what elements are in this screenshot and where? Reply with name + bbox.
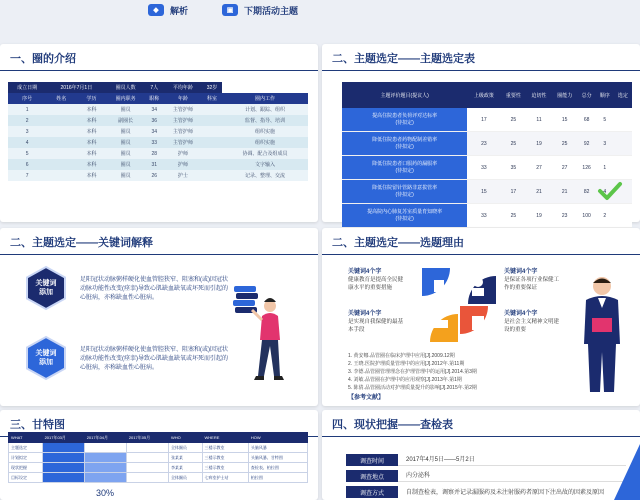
sofa-icon — [422, 306, 458, 342]
column-header: 学历 — [76, 93, 106, 104]
table-cell — [46, 104, 76, 115]
check-row — [346, 454, 626, 466]
gantt-bar-cell — [126, 473, 168, 483]
table-cell: 圈员 — [107, 159, 145, 170]
column-header: 上级政策 — [467, 82, 500, 108]
reason-text: 是保证各项行业保健工作的重要保证 — [504, 276, 560, 291]
reason-text: 是社会主义精神文明建设的重要 — [504, 318, 560, 333]
table-cell: 5 — [8, 148, 46, 159]
reason-title: 关键词4个字 — [504, 269, 538, 275]
score-cell: 25 — [552, 132, 578, 156]
table-cell — [46, 148, 76, 159]
table-cell — [202, 137, 222, 148]
table-cell: 圈员 — [107, 104, 145, 115]
column-header: 圈内职务 — [107, 93, 145, 104]
slide-gantt[interactable] — [0, 410, 318, 500]
gantt-cell: 查检表、柏拉图 — [248, 463, 307, 473]
table-cell: 监督、指导、培训 — [222, 115, 308, 126]
slide-title: 二、主题选定——选题理由 — [332, 237, 464, 249]
gantt-cell: 张某某 — [168, 453, 202, 463]
reason-title: 关键词4个字 — [348, 311, 382, 317]
nav-label: 下期活动主题 — [244, 5, 299, 16]
table-cell: 36 — [145, 115, 164, 126]
gantt-header-cell: 2017年03月 — [42, 433, 84, 443]
column-header: 总分 — [578, 82, 596, 108]
gantt-cell: 头脑风暴、甘特图 — [248, 453, 307, 463]
selected-cell — [614, 204, 632, 228]
table-cell: 33 — [145, 137, 164, 148]
table-cell: 3 — [8, 126, 46, 137]
building-icon — [422, 268, 458, 304]
score-cell: 3 — [596, 132, 614, 156]
table-cell: 主管护师 — [164, 126, 202, 137]
table-row — [8, 148, 308, 159]
keyword-label: 关键词 添加 — [35, 280, 57, 297]
column-header: 主题评价题目(提议人) — [342, 82, 467, 108]
summary-cell: 7人 — [145, 82, 164, 93]
table-cell: 记录、整理、交流 — [222, 170, 308, 181]
theme-label: 提高住院患者负荷评对达标率 (待拟定) — [342, 108, 467, 132]
score-cell: 27 — [552, 156, 578, 180]
column-header: 圈能力 — [552, 82, 578, 108]
team-summary-row — [8, 82, 308, 93]
table-cell: 本科 — [76, 148, 106, 159]
table-cell: 组织实施 — [222, 126, 308, 137]
keyword-hexagon-2 — [24, 336, 68, 380]
reason-text: 健康教育是提高全民健康水平的重要措施 — [348, 276, 404, 291]
table-cell: 组织实施 — [222, 137, 308, 148]
reason-title: 关键词4个字 — [348, 269, 382, 275]
score-cell: 100 — [578, 204, 596, 228]
score-cell: 33 — [467, 156, 500, 180]
check-key: 调查地点 — [346, 470, 398, 482]
score-cell: 19 — [526, 204, 552, 228]
slide-title: 三、甘特图 — [10, 419, 65, 431]
gantt-bar-cell — [126, 443, 168, 453]
column-header: 姓名 — [46, 93, 76, 104]
task-name: 目标设定 — [9, 473, 43, 483]
table-row — [8, 137, 308, 148]
nav-item-analysis[interactable] — [148, 2, 188, 18]
column-header: 顺序 — [596, 82, 614, 108]
top-nav — [0, 0, 640, 22]
table-cell: 主管护师 — [164, 115, 202, 126]
table-row — [8, 126, 308, 137]
table-row — [8, 104, 308, 115]
keyword-text-1: 足阳冠状动脉粥样硬化使血管腔狭窄、阻塞和(或)因冠状动脉功能性改变(痉挛)导致心肌缺血缺氧或坏死而引起的心脏病，亦称缺血性心脏病。 — [80, 277, 228, 301]
table-row — [342, 204, 632, 228]
table-cell: 协调、配合及组成员 — [222, 148, 308, 159]
table-cell: 本科 — [76, 104, 106, 115]
score-cell: 1 — [596, 156, 614, 180]
reason-title: 关键词4个字 — [504, 311, 538, 317]
table-cell: 圈员 — [107, 148, 145, 159]
divider — [322, 70, 640, 71]
ref-item: 1. 黄安娜.品管圈在临床护理中应用[J].2009.12期 — [348, 353, 455, 359]
table-cell: 计划、跟踪、组织 — [222, 104, 308, 115]
score-cell: 21 — [526, 180, 552, 204]
businessman-illustration — [576, 274, 628, 398]
task-name: 主题选定 — [9, 443, 43, 453]
table-cell: 34 — [145, 104, 164, 115]
check-sheet-rows — [346, 454, 626, 498]
gantt-header-cell: 2017年04月 — [84, 433, 126, 443]
check-key: 调查方式 — [346, 486, 398, 498]
column-header: 选定 — [614, 82, 632, 108]
score-cell: 25 — [501, 108, 527, 132]
table-cell: 本科 — [76, 126, 106, 137]
check-value: 内分泌科 — [398, 470, 626, 482]
table-cell: 主管护师 — [164, 104, 202, 115]
table-cell: 本科 — [76, 137, 106, 148]
gantt-bar-cell — [84, 463, 126, 473]
table-cell — [46, 137, 76, 148]
document-icon — [460, 306, 496, 342]
theme-label: 降低住院患者口服药的漏服率 (待拟定) — [342, 156, 467, 180]
table-cell: 31 — [145, 159, 164, 170]
ref-item: 4. 刘敏.品管圈在护理中的应用观察[J].2013年.第1期 — [348, 377, 462, 383]
table-row — [8, 159, 308, 170]
table-row — [342, 156, 632, 180]
team-header-row — [8, 93, 308, 104]
keyword-hexagon-1 — [24, 266, 68, 310]
task-name: 现状把握 — [9, 463, 43, 473]
gantt-header-cell: WHERE — [202, 433, 248, 443]
table-cell: 28 — [145, 148, 164, 159]
table-cell — [46, 126, 76, 137]
check-icon — [598, 182, 622, 200]
column-header: 迫切性 — [526, 82, 552, 108]
team-table — [8, 82, 308, 181]
gantt-cell: 三楼示教室 — [202, 453, 248, 463]
summary-cell: 32岁 — [202, 82, 222, 93]
gantt-header-cell: WHAT — [9, 433, 43, 443]
gantt-cell: 头脑风暴 — [248, 443, 307, 453]
score-cell: 2 — [596, 204, 614, 228]
check-value: 自制查检表，调察并记录漏服药及未注射服药者原因下注出故的因素及原因 — [406, 489, 605, 496]
score-cell: 82 — [578, 180, 596, 204]
gantt-bar-cell — [84, 473, 126, 483]
gantt-row — [9, 443, 308, 453]
table-cell: 本科 — [76, 115, 106, 126]
gantt-bar-cell — [42, 443, 84, 453]
summary-cell: 成立日期 — [8, 82, 46, 93]
table-cell: 本科 — [76, 170, 106, 181]
reason-1 — [348, 268, 408, 293]
score-cell: 35 — [501, 156, 527, 180]
slide-check-sheet[interactable] — [322, 410, 640, 500]
person-with-books-illustration — [228, 276, 300, 396]
column-header: 职称 — [145, 93, 164, 104]
score-cell: 27 — [526, 156, 552, 180]
table-cell — [46, 159, 76, 170]
nav-item-next-theme[interactable] — [222, 2, 298, 18]
table-cell: 2 — [8, 115, 46, 126]
gantt-header-cell: 2017年05月 — [126, 433, 168, 443]
task-name: 计划拟定 — [9, 453, 43, 463]
score-cell: 21 — [552, 180, 578, 204]
check-value: 2017年4月5日——5月2日 — [398, 454, 626, 466]
table-cell — [202, 104, 222, 115]
table-cell — [202, 115, 222, 126]
gantt-cell: 全体圈员 — [168, 443, 202, 453]
score-cell: 5 — [596, 108, 614, 132]
table-cell — [202, 159, 222, 170]
table-cell: 护师 — [164, 148, 202, 159]
score-cell: 19 — [526, 132, 552, 156]
score-cell: 68 — [578, 108, 596, 132]
check-row — [346, 470, 626, 482]
score-cell: 23 — [552, 204, 578, 228]
gantt-cell: 三楼示教室 — [202, 463, 248, 473]
doctor-icon — [460, 268, 496, 304]
reason-2 — [504, 268, 564, 293]
table-cell: 圈员 — [107, 170, 145, 181]
table-cell: 副圈长 — [107, 115, 145, 126]
divider — [0, 254, 318, 255]
summary-cell: 2016年7月1日 — [46, 82, 106, 93]
check-key: 调查时间 — [346, 454, 398, 466]
gantt-bar-cell — [84, 443, 126, 453]
gantt-row — [9, 473, 308, 483]
divider — [322, 254, 640, 255]
references-title: 【参考文献】 — [348, 395, 385, 401]
gantt-bar-cell — [42, 453, 84, 463]
slide-keyword-explain[interactable] — [0, 228, 318, 406]
table-cell: 4 — [8, 137, 46, 148]
table-cell — [202, 148, 222, 159]
table-row — [342, 132, 632, 156]
table-cell: 圈员 — [107, 126, 145, 137]
gantt-header-cell: HOW — [248, 433, 307, 443]
progress-label: 30% — [96, 488, 115, 498]
gantt-bar-cell — [126, 463, 168, 473]
gantt-bar-cell — [126, 453, 168, 463]
table-cell — [202, 170, 222, 181]
gantt-row — [9, 463, 308, 473]
score-cell: 15 — [467, 180, 500, 204]
gantt-cell: 李某某 — [168, 463, 202, 473]
ref-item: 5. 陈倩.品管圈活动对护理质量提升的影响[J].2015年.第2期 — [348, 385, 477, 391]
column-header: 重要性 — [501, 82, 527, 108]
table-cell: 34 — [145, 126, 164, 137]
gantt-header-cell: WHO — [168, 433, 202, 443]
score-cell: 17 — [467, 108, 500, 132]
gantt-cell: 全体圈员 — [168, 473, 202, 483]
table-cell: 本科 — [76, 159, 106, 170]
score-cell: 4 — [596, 180, 614, 204]
gantt-cell: 三楼示教室 — [202, 443, 248, 453]
score-cell: 25 — [501, 204, 527, 228]
gantt-table — [8, 432, 308, 483]
summary-cell: 平均年龄 — [164, 82, 202, 93]
table-row — [342, 180, 632, 204]
score-cell: 126 — [578, 156, 596, 180]
gantt-bar-cell — [42, 473, 84, 483]
score-cell: 92 — [578, 132, 596, 156]
column-header: 序号 — [8, 93, 46, 104]
reason-text: 是实现自我保健的最基本手段 — [348, 318, 404, 333]
ref-item: 2. 王晓.医院护理质量管理中的应用[J].2012年.第11期 — [348, 361, 465, 367]
divider — [322, 436, 640, 437]
theme-label: 提高院内心肺复苏室质量育知晓率 (待拟定) — [342, 204, 467, 228]
table-row — [8, 115, 308, 126]
score-cell: 33 — [467, 204, 500, 228]
score-cell: 11 — [526, 108, 552, 132]
selected-cell — [614, 156, 632, 180]
reason-3 — [348, 310, 408, 335]
theme-label: 降低住院患者药物配制差错率 (待拟定) — [342, 132, 467, 156]
gantt-row — [9, 453, 308, 463]
theme-selection-table — [342, 82, 632, 228]
slide-team-intro[interactable] — [0, 44, 318, 222]
slide-title: 二、主题选定——关键词解释 — [10, 237, 153, 249]
score-cell: 25 — [501, 132, 527, 156]
theme-label: 降低住院留针管路非意拔管率 (待拟定) — [342, 180, 467, 204]
table-cell: 护士 — [164, 170, 202, 181]
gantt-cell: 七病室护士站 — [202, 473, 248, 483]
column-header: 科室 — [202, 93, 222, 104]
slide-title: 二、主题选定——主题选定表 — [332, 53, 475, 65]
table-cell: 圈员 — [107, 137, 145, 148]
square-number-icon: ▣ — [222, 4, 238, 16]
keyword-label: 关键词 添加 — [35, 350, 57, 367]
reason-4 — [504, 310, 564, 335]
slide-title: 一、圈的介绍 — [10, 53, 76, 65]
slide-selection-reason[interactable] — [322, 228, 640, 406]
slide-title: 四、现状把握——查检表 — [332, 419, 453, 431]
nav-label: 解析 — [170, 5, 189, 16]
table-cell: 护师 — [164, 159, 202, 170]
divider — [0, 70, 318, 71]
table-cell — [46, 115, 76, 126]
summary-cell: 圈员人数 — [107, 82, 145, 93]
score-cell: 17 — [501, 180, 527, 204]
selected-cell — [614, 108, 632, 132]
table-cell: 26 — [145, 170, 164, 181]
table-cell — [46, 170, 76, 181]
score-cell: 15 — [552, 108, 578, 132]
column-header: 年龄 — [164, 93, 202, 104]
table-cell: 6 — [8, 159, 46, 170]
column-header: 圈内工作 — [222, 93, 308, 104]
slide-theme-selection-table[interactable] — [322, 44, 640, 222]
keyword-text-2: 足阳冠状动脉粥样硬化使血管腔狭窄、阻塞和(或)因冠状动脉功能性改变(痉挛)导致心肌缺血缺氧或坏死而引起的心脏病，亦称缺血性心脏病。 — [80, 347, 228, 371]
table-cell: 1 — [8, 104, 46, 115]
gantt-cell: 柏拉图 — [248, 473, 307, 483]
table-cell — [202, 126, 222, 137]
selected-cell — [614, 132, 632, 156]
score-cell: 23 — [467, 132, 500, 156]
table-row — [342, 108, 632, 132]
ref-item: 3. 李德.品管圈管理理念在护理管理中的运用[J].2014.第3期 — [348, 369, 477, 375]
references — [348, 352, 528, 404]
table-row — [8, 170, 308, 181]
table-cell: 文字输入 — [222, 159, 308, 170]
diamond-icon: ◆ — [148, 4, 164, 16]
gantt-bar-cell — [42, 463, 84, 473]
table-cell: 主管护师 — [164, 137, 202, 148]
gantt-bar-cell — [84, 453, 126, 463]
check-row — [346, 486, 626, 498]
gantt-header — [9, 433, 308, 443]
table-cell: 7 — [8, 170, 46, 181]
